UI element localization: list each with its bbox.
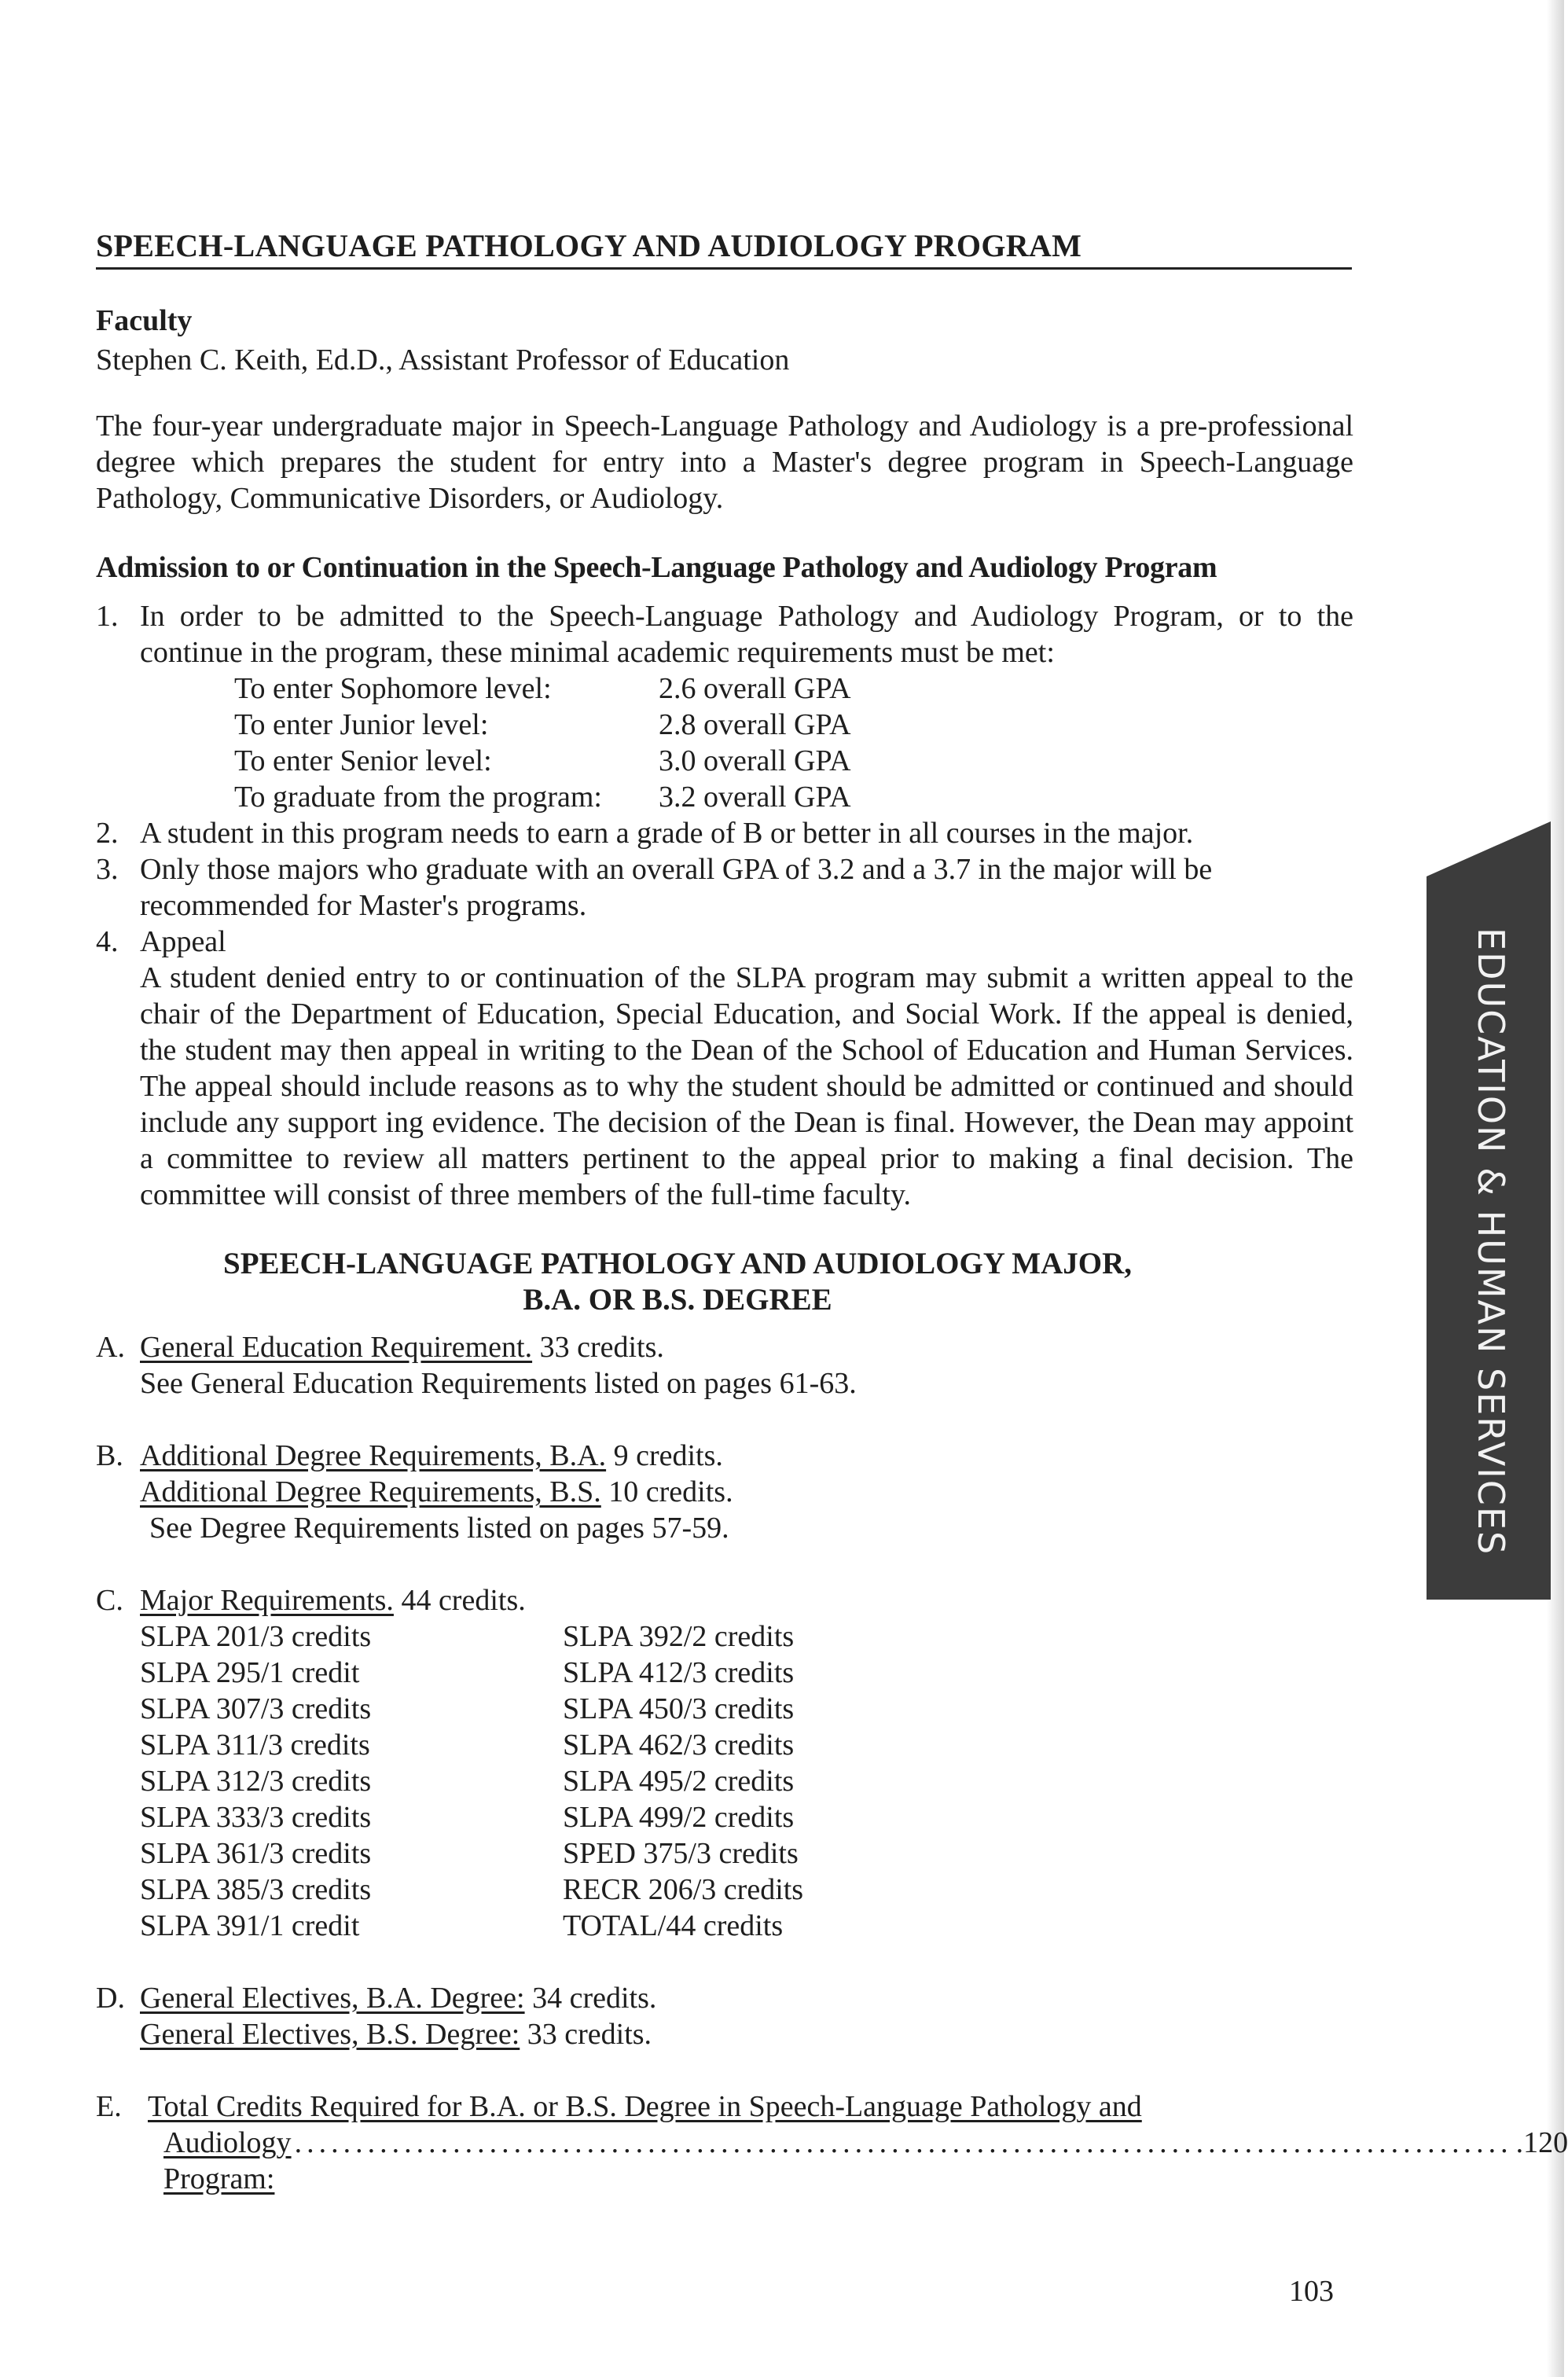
- section-d-bs-line: [140, 2016, 1353, 2052]
- major-heading-line-2: B.A. OR B.S. DEGREE: [523, 1283, 832, 1317]
- section-d-ba-credits: 34 credits.: [532, 1982, 657, 2015]
- section-b-note: See Degree Requirements listed on pages 57-59.: [149, 1512, 729, 1545]
- section-c: [96, 1582, 1353, 1944]
- faculty-member: Stephen C. Keith, Ed.D., Assistant Professor of Education: [96, 344, 790, 377]
- section-d-bs-credits: 33 credits.: [527, 2018, 652, 2051]
- gpa-level: To enter Sophomore level:: [234, 672, 552, 705]
- gpa-level: To enter Junior level:: [234, 708, 489, 741]
- course-item: SLPA 201/3 credits: [140, 1620, 372, 1653]
- section-b-ba-title: Additional Degree Requirements, B.A.: [140, 1439, 607, 1472]
- requirement-number: 2.: [96, 817, 119, 850]
- course-item: SPED 375/3 credits: [563, 1837, 799, 1870]
- course-item: SLPA 495/2 credits: [563, 1765, 795, 1798]
- section-e-title-2: Audiology Program:: [163, 2126, 292, 2195]
- requirement-item-3: [96, 851, 1353, 924]
- section-letter: B.: [96, 1439, 123, 1472]
- gpa-row: [140, 670, 1353, 707]
- gpa-level: To graduate from the program:: [234, 781, 602, 814]
- requirement-item-2: [96, 815, 1353, 851]
- course-item: SLPA 462/3 credits: [563, 1729, 795, 1762]
- requirement-text: In order to be admitted to the Speech-Language Pathology and Audiology Program, or to the continue in the program, these minimal academic requirements must be met:: [140, 600, 1353, 669]
- gpa-row: [140, 779, 1353, 815]
- section-e: [96, 2089, 1568, 2197]
- gpa-row: [140, 707, 1353, 743]
- course-item: SLPA 312/3 credits: [140, 1765, 372, 1798]
- course-item: SLPA 385/3 credits: [140, 1873, 372, 1906]
- course-item: RECR 206/3 credits: [563, 1873, 804, 1906]
- section-e-title-1: Total Credits Required for B.A. or B.S. Degree in Speech-Language Pathology and: [148, 2090, 1142, 2123]
- section-b-ba-line: [140, 1438, 1353, 1474]
- gpa-requirements-table: [140, 670, 1353, 815]
- section-b-bs-title: Additional Degree Requirements, B.S.: [140, 1475, 601, 1508]
- section-d-ba-line: [140, 1980, 1353, 2016]
- side-tab-corner: [1427, 821, 1551, 876]
- gpa-level: To enter Senior level:: [234, 744, 492, 777]
- requirement-item-1: [96, 598, 1353, 815]
- section-c-title: Major Requirements.: [140, 1584, 394, 1617]
- section-letter: A.: [96, 1331, 125, 1364]
- appeal-text: A student denied entry to or continuation of the SLPA program may submit a written appeal to the chair of the Department of Education, Special Education, and Social Work. If the appeal is denied, the student may then appeal in writing to the Dean of the School of Education and Human Services. The appeal should include reasons as to why the student should be admitted or continued and should include any support ing evidence. The decision of the Dean is final. However, the Dean may appoint a committee to review all matters pertinent to the appeal prior to making a final decision. The committee will consist of three members of the full-time faculty.: [140, 961, 1353, 1211]
- section-b: [96, 1438, 1353, 1546]
- requirement-text: A student in this program needs to earn a grade of B or better in all courses in the major.: [140, 817, 1194, 850]
- section-c-credits: 44 credits.: [401, 1584, 526, 1617]
- page-title: SPEECH-LANGUAGE PATHOLOGY AND AUDIOLOGY PROGRAM: [96, 226, 1352, 270]
- course-item: SLPA 450/3 credits: [563, 1692, 795, 1725]
- gpa-value: 3.0 overall GPA: [659, 744, 851, 777]
- section-b-ba-credits: 9 credits.: [613, 1439, 723, 1472]
- section-letter: C.: [96, 1584, 123, 1617]
- section-b-bs-credits: 10 credits.: [608, 1475, 733, 1508]
- requirement-number: 4.: [96, 925, 119, 958]
- requirement-number: 3.: [96, 853, 119, 886]
- course-item: SLPA 307/3 credits: [140, 1692, 372, 1725]
- major-heading: [96, 1246, 1259, 1318]
- section-a-credits: 33 credits.: [539, 1331, 664, 1364]
- admission-requirements-list: [96, 598, 1353, 1213]
- requirement-text: Only those majors who graduate with an overall GPA of 3.2 and a 3.7 in the major will be recommended for Master's programs.: [140, 853, 1213, 922]
- section-letter: E.: [96, 2090, 122, 2123]
- faculty-heading: Faculty: [96, 304, 193, 337]
- requirement-item-4: [96, 924, 1353, 1213]
- course-list: [140, 1618, 1353, 1944]
- section-letter: D.: [96, 1982, 125, 2015]
- course-item: SLPA 412/3 credits: [563, 1656, 795, 1689]
- section-d: [96, 1980, 1353, 2052]
- appeal-title: Appeal: [140, 925, 226, 958]
- course-item: SLPA 295/1 credit: [140, 1656, 360, 1689]
- side-tab-label: EDUCATION & HUMAN SERVICES: [1470, 928, 1512, 1556]
- intro-paragraph: The four-year undergraduate major in Speech-Language Pathology and Audiology is a pre-professional degree which prepares the student for entry into a Master's degree program in Speech-Language Pathology, Communicative Disorders, or Audiology.: [96, 410, 1353, 515]
- page-number: 103: [1289, 2275, 1334, 2308]
- requirement-number: 1.: [96, 600, 119, 633]
- course-item: SLPA 333/3 credits: [140, 1801, 372, 1834]
- admission-heading: Admission to or Continuation in the Speech-Language Pathology and Audiology Program: [96, 551, 1217, 584]
- section-a: [96, 1329, 1353, 1402]
- section-side-tab: [1427, 821, 1551, 1600]
- section-e-total: .120: [1515, 2126, 1568, 2159]
- section-e-line-1: [140, 2089, 1350, 2125]
- section-e-line-2: [140, 2125, 1568, 2197]
- gpa-row: [140, 743, 1353, 779]
- gpa-value: 2.6 overall GPA: [659, 672, 851, 705]
- course-item: SLPA 361/3 credits: [140, 1837, 372, 1870]
- course-item: SLPA 391/1 credit: [140, 1909, 360, 1942]
- course-item: SLPA 311/3 credits: [140, 1729, 370, 1762]
- major-heading-line-1: SPEECH-LANGUAGE PATHOLOGY AND AUDIOLOGY MAJOR,: [223, 1247, 1132, 1280]
- section-d-bs-title: General Electives, B.S. Degree:: [140, 2018, 520, 2051]
- gpa-value: 2.8 overall GPA: [659, 708, 851, 741]
- course-item: SLPA 499/2 credits: [563, 1801, 795, 1834]
- dot-leader: ....................................................................................................: [294, 2126, 1513, 2159]
- section-a-line: [140, 1329, 1353, 1365]
- section-d-ba-title: General Electives, B.A. Degree:: [140, 1982, 525, 2015]
- gpa-value: 3.2 overall GPA: [659, 781, 851, 814]
- section-a-title: General Education Requirement.: [140, 1331, 533, 1364]
- section-b-bs-line: [140, 1474, 1353, 1510]
- course-total: TOTAL/44 credits: [563, 1909, 784, 1942]
- section-c-line: [140, 1582, 1353, 1618]
- section-a-note: See General Education Requirements listed on pages 61-63.: [140, 1367, 857, 1400]
- course-item: SLPA 392/2 credits: [563, 1620, 795, 1653]
